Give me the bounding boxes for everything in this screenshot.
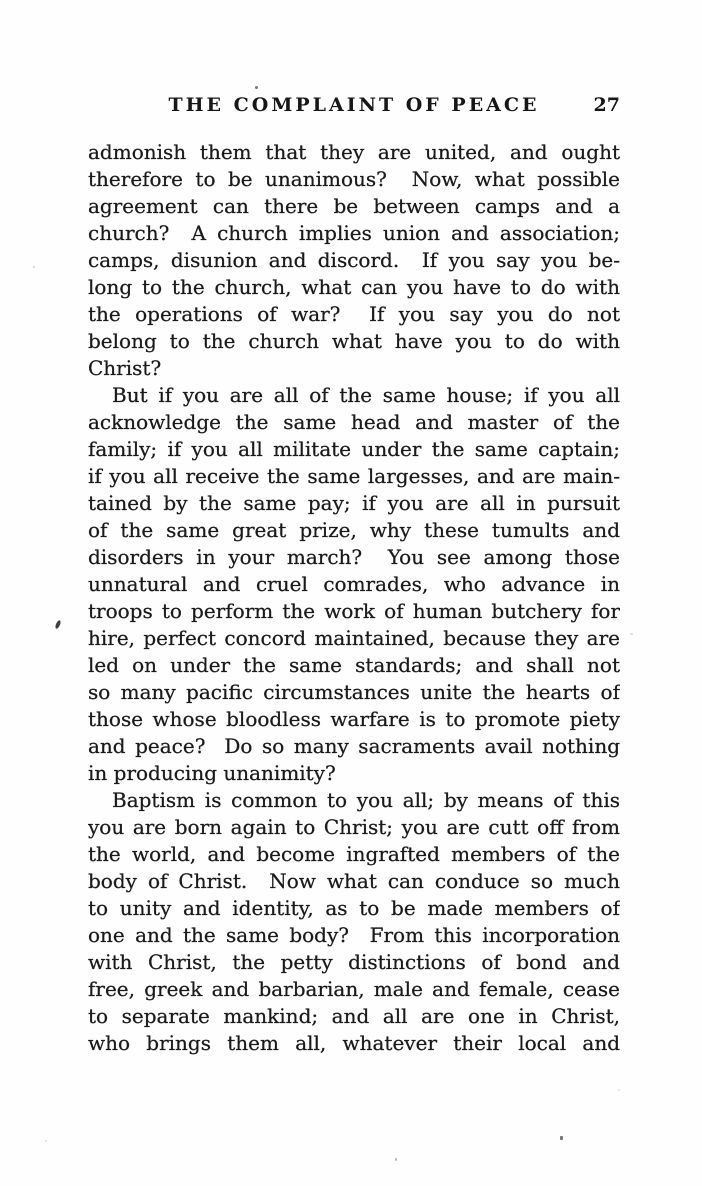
text-line: But if you are all of the same house; if you all [112, 383, 620, 407]
text-line: tained by the same pay; if you are all in pursuit [88, 491, 620, 515]
text-line: unnatural and cruel comrades, who advance in [88, 572, 620, 596]
text-line: camps, disunion and discord. If you say you be- [88, 248, 620, 272]
text-line: agreement can there be between camps and a [88, 194, 620, 218]
text-line: church? A church implies union and association; [88, 221, 620, 245]
scan-speck [55, 620, 62, 630]
text-line: therefore to be unanimous? Now, what possible [88, 167, 620, 191]
text-line: troops to perform the work of human butchery for [88, 599, 620, 623]
text-line: one and the same body? From this incorporation [88, 923, 620, 947]
text-line: belong to the church what have you to do with [88, 329, 620, 353]
scan-speck [33, 266, 35, 268]
text-line: to unity and identity, as to be made members of [88, 896, 620, 920]
scan-speck [560, 1136, 563, 1140]
text-line: with Christ, the petty distinctions of bond and [88, 950, 620, 974]
text-line: Baptism is common to you all; by means of this [112, 788, 620, 812]
text-line: who brings them all, whatever their local and [88, 1031, 620, 1055]
scan-speck [45, 1140, 47, 1142]
scan-speck [630, 633, 633, 635]
text-line: body of Christ. Now what can conduce so much [88, 869, 620, 893]
text-line: family; if you all militate under the same captain; [88, 437, 620, 461]
text-line: Christ? [88, 356, 162, 380]
page-header [88, 92, 620, 118]
text-line: of the same great prize, why these tumults and [88, 518, 620, 542]
text-line: to separate mankind; and all are one in Christ, [88, 1004, 620, 1028]
text-line: you are born again to Christ; you are cutt off from [88, 815, 620, 839]
text-line: hire, perfect concord maintained, because they are [88, 626, 620, 650]
text-line: so many pacific circumstances unite the hearts of [88, 680, 620, 704]
text-line: free, greek and barbarian, male and female, cease [88, 977, 620, 1001]
text-line: in producing unanimity? [88, 761, 336, 785]
text-line: led on under the same standards; and shall not [88, 653, 620, 677]
text-line: and peace? Do so many sacraments avail nothing [88, 734, 620, 758]
text-line: acknowledge the same head and master of the [88, 410, 620, 434]
text-line: those whose bloodless warfare is to promote piety [88, 707, 620, 731]
text-line: if you all receive the same largesses, and are main- [88, 464, 620, 488]
scan-speck [255, 86, 258, 89]
scan-speck [395, 1158, 397, 1161]
text-line: the operations of war? If you say you do not [88, 302, 620, 326]
text-line: disorders in your march? You see among those [88, 545, 620, 569]
running-title: THE COMPLAINT OF PEACE [168, 94, 540, 116]
text-line: long to the church, what can you have to do with [88, 275, 620, 299]
text-line: the world, and become ingrafted members of the [88, 842, 620, 866]
page-number: 27 [593, 94, 620, 116]
page-body [88, 139, 620, 1057]
text-line: admonish them that they are united, and ought [88, 140, 620, 164]
scan-speck [618, 1089, 620, 1091]
